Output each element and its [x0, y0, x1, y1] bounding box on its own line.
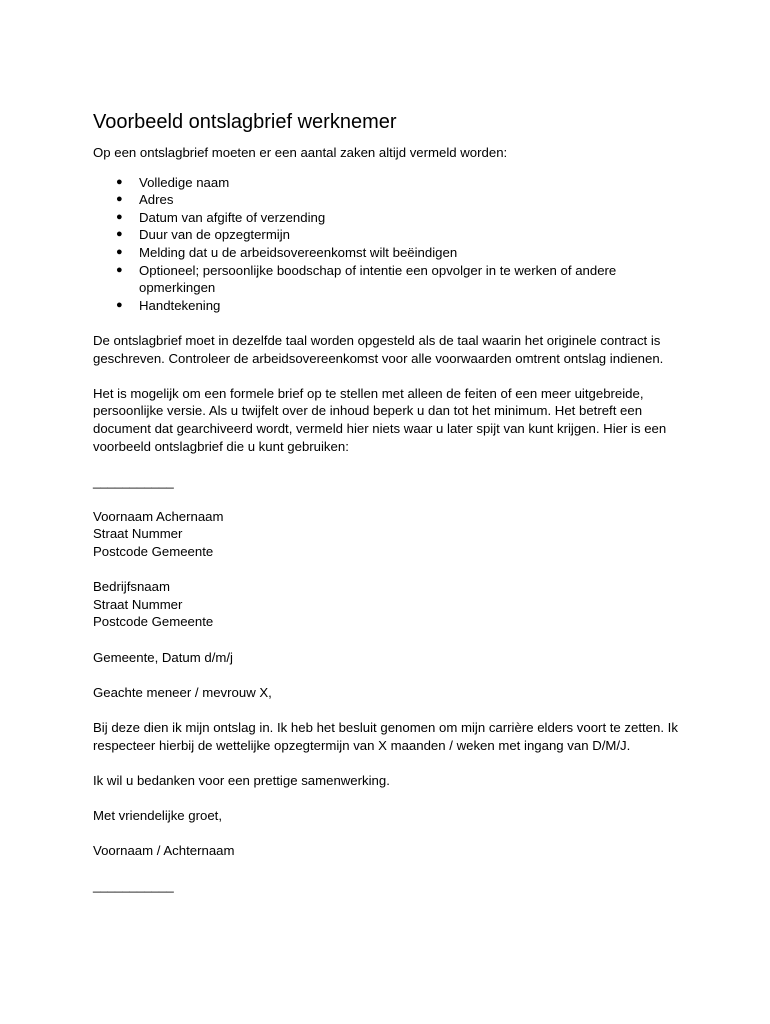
recipient-street: Straat Nummer — [93, 596, 183, 612]
list-item-text: Melding dat u de arbeidsovereenkomst wilt beëindigen — [139, 244, 458, 260]
advice-paragraph: Het is mogelijk om een formele brief op te stellen met alleen de feiten of een meer uitgebreide, persoonlijke versie. Als u twijfelt over de inhoud beperk u dan tot het minimum. Het betreft een document dat gearchiveerd wordt, vermeld hier niets waar u later spijt van kunt krijgen. Hier is een voorbeeld ontslagbrief die u kunt gebruiken: — [93, 385, 667, 454]
separator-line-bottom: ___________ — [93, 878, 174, 894]
list-item — [93, 226, 683, 244]
list-item — [93, 191, 683, 209]
bullet-icon: ● — [116, 245, 123, 258]
recipient-city: Postcode Gemeente — [93, 614, 214, 630]
spacer — [93, 367, 683, 385]
spacer — [93, 490, 683, 508]
list-item — [93, 244, 683, 262]
spacer — [93, 754, 683, 772]
list-item — [93, 209, 683, 227]
requirements-list — [93, 174, 683, 315]
document-content — [93, 110, 683, 895]
list-item — [93, 262, 683, 297]
sender-city: Postcode Gemeente — [93, 544, 214, 560]
list-item-text: Handtekening — [139, 297, 221, 313]
intro-text: Op een ontslagbrief moeten er een aantal zaken altijd vermeld worden: — [93, 145, 508, 160]
sender-street: Straat Nummer — [93, 526, 183, 542]
spacer — [93, 561, 683, 579]
sender-name: Voornaam Achernaam — [93, 508, 224, 524]
spacer — [93, 789, 683, 807]
language-paragraph: De ontslagbrief moet in dezelfde taal worden opgesteld als de taal waarin het originele contract is geschreven. Controleer de arbeidsovereenkomst voor alle voorwaarden omtrent ontslag indienen. — [93, 332, 664, 366]
list-item-text: Optioneel; persoonlijke boodschap of intentie een opvolger in te werken of andere opmerkingen — [139, 262, 617, 296]
closing-line: Met vriendelijke groet, — [93, 807, 223, 823]
place-date: Gemeente, Datum d/m/j — [93, 649, 233, 665]
salutation: Geachte meneer / mevrouw X, — [93, 684, 272, 700]
bullet-icon: ● — [116, 263, 123, 276]
bullet-icon: ● — [116, 193, 123, 206]
bullet-icon: ● — [116, 210, 123, 223]
letter-body: Bij deze dien ik mijn ontslag in. Ik heb het besluit genomen om mijn carrière elders voort te zetten. Ik respecteer hierbij de wettelijke opzegtermijn van X maanden / weken met ingang van D/M/J. — [93, 720, 678, 753]
separator-line-top: ___________ — [93, 473, 174, 489]
recipient-company: Bedrijfsnaam — [93, 579, 170, 595]
spacer — [93, 631, 683, 649]
bullet-icon: ● — [116, 175, 123, 188]
list-item — [93, 174, 683, 192]
spacer — [93, 314, 683, 332]
spacer — [93, 455, 683, 473]
spacer — [93, 701, 683, 719]
spacer — [93, 860, 683, 878]
list-item-text: Duur van de opzegtermijn — [139, 227, 291, 243]
bullet-icon: ● — [116, 298, 123, 311]
bullet-icon: ● — [116, 228, 123, 241]
document-title: Voorbeeld ontslagbrief werknemer — [93, 111, 397, 133]
signature-name: Voornaam / Achternaam — [93, 843, 235, 859]
spacer — [93, 666, 683, 684]
list-item — [93, 297, 683, 315]
recipient-address — [93, 578, 683, 631]
list-item-text: Datum van afgifte of verzending — [139, 209, 326, 225]
thanks-line: Ik wil u bedanken voor een prettige samenwerking. — [93, 772, 390, 788]
list-item-text: Volledige naam — [139, 174, 230, 190]
list-item-text: Adres — [139, 192, 174, 208]
spacer — [93, 162, 683, 174]
sender-address — [93, 508, 683, 561]
spacer — [93, 825, 683, 843]
